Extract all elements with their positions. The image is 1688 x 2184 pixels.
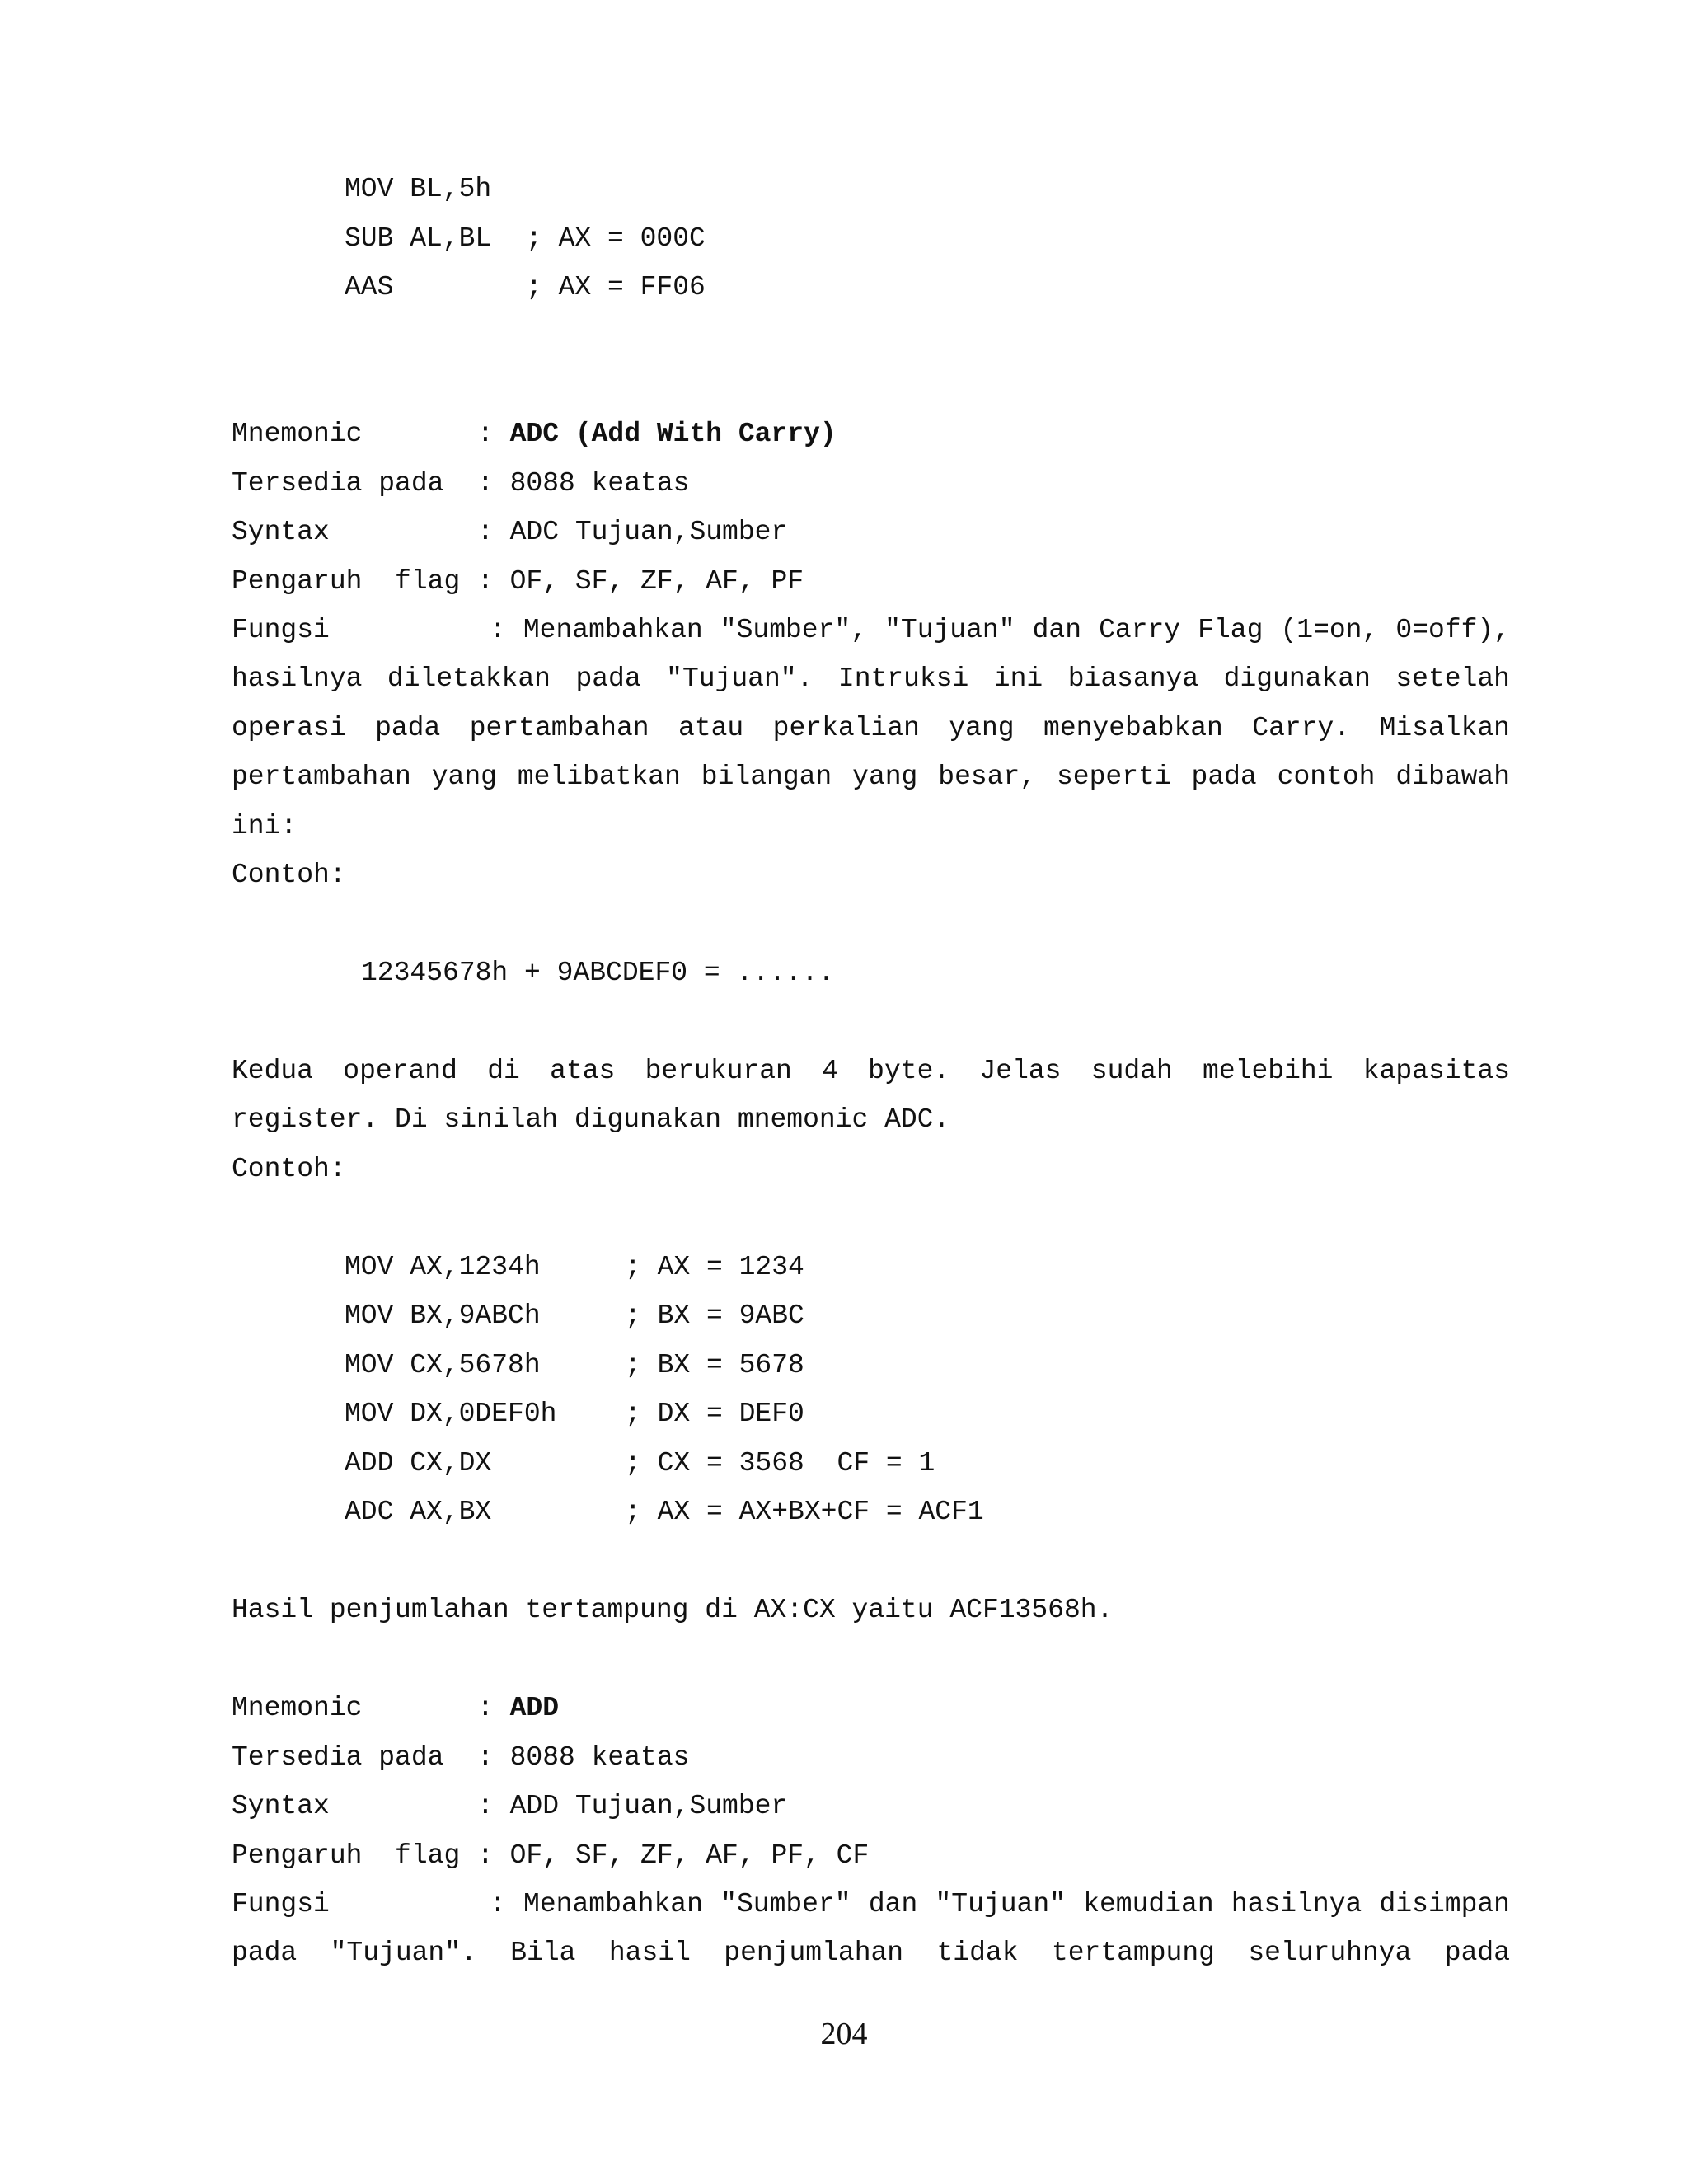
example-label: Contoh: (232, 1154, 346, 1184)
code-instruction: MOV CX,5678h (345, 1350, 541, 1380)
function-label: Fungsi (232, 1889, 330, 1919)
adc-paragraph-line: register. Di sinilah digunakan mnemonic ADC. (232, 1104, 950, 1135)
code-instruction: AAS (345, 272, 394, 302)
code-instruction: MOV BX,9ABCh (345, 1301, 541, 1331)
adc-result: Hasil penjumlahan tertampung di AX:CX yaitu ACF13568h. (232, 1595, 1114, 1625)
code-line (345, 1349, 804, 1382)
code-instruction: MOV BL,5h (345, 174, 492, 204)
mnemonic-value: ADD (509, 1693, 560, 1723)
code-comment: ; AX = FF06 (526, 272, 706, 302)
add-flag-row (232, 1840, 869, 1872)
adc-function-line: pertambahan yang melibatkan bilangan yang besar, seperti pada contoh dibawah (232, 762, 1510, 792)
add-mnemonic-row (232, 1692, 559, 1725)
code-line (345, 173, 526, 206)
code-line (345, 1251, 804, 1284)
function-text: : Menambahkan "Sumber" dan "Tujuan" kemudian hasilnya disimpan (490, 1889, 1510, 1919)
code-comment: ; AX = AX+BX+CF = ACF1 (625, 1497, 984, 1527)
adc-flag-row (232, 565, 804, 598)
example-label: Contoh: (232, 860, 346, 890)
adc-syntax-row (232, 516, 787, 549)
flag-label: Pengaruh flag (232, 1840, 461, 1871)
mnemonic-value: ADC (Add With Carry) (509, 419, 837, 449)
code-line (345, 271, 706, 304)
flag-value: : OF, SF, ZF, AF, PF, CF (477, 1840, 870, 1871)
available-value: : 8088 keatas (477, 468, 690, 499)
syntax-value: : ADD Tujuan,Sumber (477, 1791, 788, 1821)
code-comment: ; BX = 9ABC (625, 1301, 804, 1331)
code-line (345, 1447, 935, 1480)
adc-function-line: hasilnya diletakkan pada "Tujuan". Intruksi ini biasanya digunakan setelah (232, 663, 1510, 694)
code-instruction: ADD CX,DX (345, 1448, 492, 1479)
available-label: Tersedia pada (232, 468, 444, 499)
syntax-label: Syntax (232, 1791, 330, 1821)
code-comment: ; BX = 5678 (625, 1350, 804, 1380)
code-line (345, 223, 706, 255)
function-label: Fungsi (232, 615, 330, 645)
adc-paragraph-line: Kedua operand di atas berukuran 4 byte. Jelas sudah melebihi kapasitas (232, 1056, 1510, 1086)
code-instruction: MOV AX,1234h (345, 1252, 541, 1282)
code-comment: ; DX = DEF0 (625, 1399, 804, 1429)
add-function-line (232, 1888, 1510, 1921)
code-comment: ; CX = 3568 CF = 1 (625, 1448, 935, 1479)
mnemonic-colon: : (477, 419, 510, 449)
syntax-label: Syntax (232, 517, 330, 547)
code-instruction: ADC AX,BX (345, 1497, 492, 1527)
flag-label: Pengaruh flag (232, 566, 461, 597)
available-value: : 8088 keatas (477, 1742, 690, 1773)
adc-function-line: ini: (232, 811, 298, 841)
adc-mnemonic-row (232, 418, 837, 451)
flag-value: : OF, SF, ZF, AF, PF (477, 566, 804, 597)
add-syntax-row (232, 1790, 787, 1823)
add-function-line: pada "Tujuan". Bila hasil penjumlahan tidak tertampung seluruhnya pada (232, 1938, 1510, 1968)
code-comment: ; AX = 1234 (625, 1252, 804, 1282)
code-comment: ; AX = 000C (526, 223, 706, 254)
adc-function-line: operasi pada pertambahan atau perkalian yang menyebabkan Carry. Misalkan (232, 713, 1510, 743)
code-line (345, 1300, 804, 1333)
mnemonic-label: Mnemonic (232, 1693, 363, 1723)
code-instruction: MOV DX,0DEF0h (345, 1399, 557, 1429)
mnemonic-colon: : (477, 1693, 510, 1723)
example-expression: 12345678h + 9ABCDEF0 = ...... (361, 958, 835, 988)
code-instruction: SUB AL,BL (345, 223, 492, 254)
mnemonic-label: Mnemonic (232, 419, 363, 449)
available-label: Tersedia pada (232, 1742, 444, 1773)
add-available-row (232, 1741, 689, 1774)
syntax-value: : ADC Tujuan,Sumber (477, 517, 788, 547)
adc-function-line (232, 614, 1510, 647)
function-text: : Menambahkan "Sumber", "Tujuan" dan Carry Flag (1=on, 0=off), (490, 615, 1510, 645)
page-number: 204 (820, 2017, 868, 2051)
code-line (345, 1496, 984, 1529)
code-line (345, 1398, 804, 1431)
adc-available-row (232, 467, 689, 500)
